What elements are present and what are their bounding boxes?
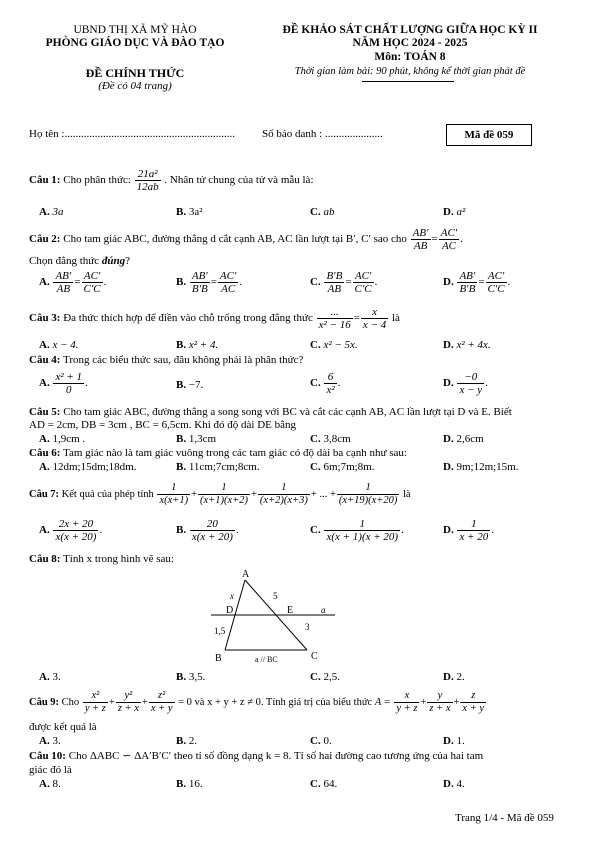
q2-option-a[interactable]: A. $\frac{AB'}{AB}$ = $\frac{AC'}{C'C}$ .: [39, 270, 107, 295]
q1-option-b[interactable]: B. 3a²: [176, 206, 203, 218]
school-authority: UBND THỊ XÃ MỸ HÀO: [73, 24, 197, 36]
q8-option-a[interactable]: A. 3.: [39, 671, 61, 683]
q10-option-b[interactable]: B. 16.: [176, 778, 203, 790]
label-parallel: a // BC: [255, 655, 278, 664]
q6-option-c[interactable]: C. 6m;7m;8m.: [310, 461, 375, 473]
q7-option-a[interactable]: A. $\frac{2x + 20}{x(x + 20)}$ .: [39, 518, 103, 543]
q10-option-a[interactable]: A. 8.: [39, 778, 61, 790]
q7-option-c[interactable]: C. $\frac{1}{x(x + 1)(x + 20)}$ .: [310, 518, 404, 543]
page-footer: Trang 1/4 - Mã đề 059: [455, 812, 554, 824]
question-text: . Nhân tử chung của tử và mẫu là:: [164, 174, 314, 187]
subject: Môn: TOÁN 8: [374, 51, 446, 63]
q8-option-c[interactable]: C. 2,5.: [310, 671, 340, 683]
q9-option-c[interactable]: C. 0.: [310, 735, 332, 747]
school-year: NĂM HỌC 2024 - 2025: [352, 37, 468, 49]
q1-option-c[interactable]: C. ab: [310, 206, 335, 218]
q6-option-b[interactable]: B. 11cm;7cm;8cm.: [176, 461, 260, 473]
q2-option-c[interactable]: C. $\frac{B'B}{AB}$ = $\frac{AC'}{C'C}$ .: [310, 270, 378, 295]
department-name: PHÒNG GIÁO DỤC VÀ ĐÀO TẠO: [45, 37, 225, 49]
q8-option-b[interactable]: B. 3,5.: [176, 671, 206, 683]
question-4: Câu 4: Trong các biểu thức sau, đâu không phải là phân thức?: [29, 354, 304, 366]
q9-option-b[interactable]: B. 2.: [176, 735, 198, 747]
q5-option-a[interactable]: A. 1,9cm .: [39, 433, 86, 445]
q10-option-c[interactable]: C. 64.: [310, 778, 338, 790]
name-field[interactable]: Họ tên :..............................................................: [29, 128, 235, 140]
label-three: 3: [305, 622, 310, 632]
q7-option-d[interactable]: D. $\frac{1}{x + 20}$ .: [443, 518, 495, 543]
question-1: [29, 168, 569, 193]
header-underline: [362, 81, 454, 82]
label-c-vertex: C: [311, 651, 318, 662]
q4-option-c[interactable]: C. $\frac{6}{\text{x²}}$ .: [310, 371, 341, 396]
q2-option-b[interactable]: B. $\frac{AB'}{B'B}$ = $\frac{AC'}{AC}$ .: [176, 270, 243, 295]
q3-option-d[interactable]: D. x² + 4x.: [443, 339, 491, 351]
q3-option-c[interactable]: C. x² − 5x.: [310, 339, 358, 351]
question-2: Câu 2: Cho tam giác ABC, đường thẳng d cắt cạnh AB, AC lần lượt tại B′, C′ sao cho $\frac{AB'}{AB}$ = $\frac{AC'}{AC}$ .: [29, 227, 463, 252]
q8-option-d[interactable]: D. 2.: [443, 671, 465, 683]
fraction-numerator: 21a²: [135, 168, 161, 181]
q4-option-a[interactable]: A. $\frac{\text{x² + 1}}{0}$ .: [39, 371, 88, 396]
question-2-line2: Chọn đẳng thức đúng?: [29, 255, 131, 267]
question-6: Câu 6: Tam giác nào là tam giác vuông trong các tam giác có độ dài ba cạnh như sau:: [29, 447, 407, 459]
q1-option-a[interactable]: A. 3a: [39, 206, 64, 218]
question-label: Câu 1:: [29, 174, 61, 187]
question-10: Câu 10: Cho ΔABC ∽ ΔA′B′C′ theo tỉ số đồng dạng k = 8. Tỉ số hai đường cao tương ứng của hai tam: [29, 750, 484, 762]
q9-option-d[interactable]: D. 1.: [443, 735, 465, 747]
triangle-figure: [195, 566, 355, 666]
question-text: Cho phân thức:: [63, 174, 131, 187]
q6-option-a[interactable]: A. 12dm;15dm;18dm.: [39, 461, 137, 473]
q5-option-d[interactable]: D. 2,6cm: [443, 433, 484, 445]
q4-option-d[interactable]: D. $\frac{-0}{x - y}$ .: [443, 371, 488, 396]
question-9: Câu 9: Cho $\frac{\text{x²}}{y + z}$ + $\frac{\text{y²}}{z + x}$ + $\frac{\text{z²}}{x + y}$ = 0 và x + y + z ≠ 0. Tính giá trị của biểu thức A = $\frac{x}{y + z}$ + $\frac{y}{z + x}$ + $\frac{z}{x + y}$: [29, 690, 485, 714]
question-10-line2: giác đó là: [29, 764, 72, 776]
page-count-note: (Đề có 04 trang): [98, 80, 172, 92]
label-x: x: [230, 591, 234, 601]
q2-option-d[interactable]: D. $\frac{AB'}{B'B}$ = $\frac{AC'}{C'C}$ .: [443, 270, 511, 295]
time-note: Thời gian làm bài: 90 phút, không kể thời gian phát đề: [294, 66, 526, 77]
sbd-field[interactable]: Số báo danh : .....................: [262, 128, 383, 140]
label-a-vertex: A: [242, 569, 250, 580]
question-3: Câu 3: Đa thức thích hợp để điền vào chỗ trống trong đẳng thức $\frac{...}{\text{x² − 16}}$ = $\frac{x}{x - 4}$ là: [29, 306, 400, 331]
q6-option-d[interactable]: D. 9m;12m;15m.: [443, 461, 519, 473]
official-label: ĐỀ CHÍNH THỨC: [85, 66, 185, 80]
label-five: 5: [273, 591, 278, 601]
question-9-line2: được kết quả là: [29, 721, 97, 733]
question-5-line2: AD = 2cm, DB = 3cm , BC = 6,5cm. Khi đó độ dài DE bằng: [29, 419, 297, 431]
exam-title: ĐỀ KHẢO SÁT CHẤT LƯỢNG GIỮA HỌC KỲ II: [282, 24, 538, 36]
question-7: Câu 7: Kết quả của phép tính $\frac{1}{x(x+1)}$ + $\frac{1}{(x+1)(x+2)}$ + $\frac{1}{(x+2)(x+3)}$ + ... + $\frac{1}{(x+19)(x+20)}$ là: [29, 482, 411, 506]
fraction-denominator: 12ab: [136, 181, 159, 193]
question-5: Câu 5: Cho tam giác ABC, đường thẳng a song song với BC và cắt các cạnh AB, AC lần lượt tại D và E. Biết: [29, 406, 512, 418]
q3-option-a[interactable]: A. x − 4.: [39, 339, 79, 351]
label-d-point: D: [226, 605, 234, 616]
question-8: Câu 8: Tính x trong hình vẽ sau:: [29, 553, 174, 565]
label-line-a: a: [321, 605, 326, 615]
label-b-vertex: B: [215, 653, 222, 664]
q10-option-d[interactable]: D. 4.: [443, 778, 465, 790]
q5-option-b[interactable]: B. 1,3cm: [176, 433, 217, 445]
q7-option-b[interactable]: B. $\frac{20}{x(x + 20)}$ .: [176, 518, 239, 543]
q3-option-b[interactable]: B. x² + 4.: [176, 339, 219, 351]
q4-option-b[interactable]: B. −7.: [176, 379, 204, 391]
q5-option-c[interactable]: C. 3,8cm: [310, 433, 351, 445]
label-one-five: 1,5: [214, 626, 226, 636]
q1-option-d[interactable]: D. a²: [443, 206, 466, 218]
exam-code-box: Mã đề 059: [446, 124, 532, 146]
q9-option-a[interactable]: A. 3.: [39, 735, 61, 747]
label-e-point: E: [287, 605, 294, 616]
